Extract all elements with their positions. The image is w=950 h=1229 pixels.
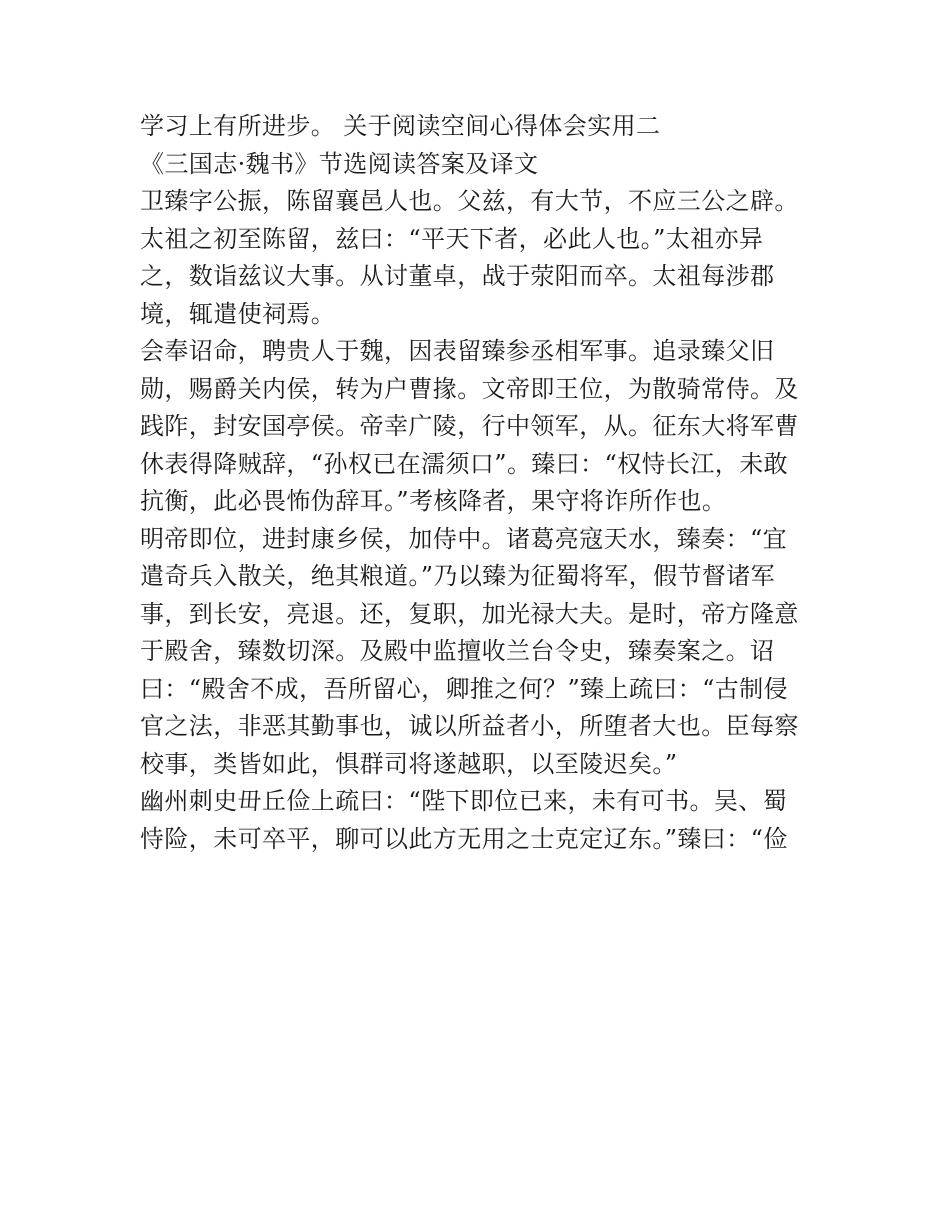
text-line: 抗衡，此必畏怖伪辞耳。”考核降者，果守将诈所作也。	[140, 487, 727, 515]
text-line: 明帝即位，进封康乡侯，加侍中。诸葛亮寇天水，臻奏：“宜	[140, 524, 788, 553]
text-line: 卫臻字公振，陈留襄邑人也。父兹，有大节，不应三公之辟。	[140, 187, 799, 215]
text-line: 官之法，非恶其勤事也，诚以所益者小，所堕者大也。臣每察	[140, 712, 799, 740]
text-line: 践阼，封安国亭侯。帝幸广陵，行中领军，从。征东大将军曹	[140, 412, 799, 440]
text-line: 太祖之初至陈留，兹曰：“平天下者，必此人也。”太祖亦异	[140, 224, 764, 253]
text-line: 幽州刺史毌丘俭上疏曰：“陛下即位已来，未有可书。吴、蜀	[140, 787, 788, 815]
text-line: 事，到长安，亮退。还，复职，加光禄大夫。是时，帝方隆意	[140, 599, 799, 628]
text-line: 学习上有所进步。 关于阅读空间心得体会实用二	[140, 112, 661, 140]
text-line: 恃险，未可卒平，聊可以此方无用之士克定辽东。”臻曰：“俭	[140, 824, 788, 853]
document-body	[140, 108, 820, 858]
text-line: 曰：“殿舍不成，吾所留心，卿推之何？”臻上疏曰：“古制侵	[140, 674, 789, 703]
section-title: 《三国志·魏书》节选阅读答案及译文	[140, 149, 539, 178]
text-line: 校事，类皆如此，惧群司将遂越职，以至陵迟矣。”	[140, 749, 678, 778]
text-line: 休表得降贼辞，“孙权已在濡须口”。臻曰：“权恃长江，未敢	[140, 449, 789, 478]
text-line: 之，数诣兹议大事。从讨董卓，战于荥阳而卒。太祖每涉郡	[140, 262, 775, 290]
text-line: 于殿舍，臻数切深。及殿中监擅收兰台令史，臻奏案之。诏	[140, 637, 775, 665]
text-line: 会奉诏命，聘贵人于魏，因表留臻参丞相军事。追录臻父旧	[140, 337, 775, 365]
text-line: 遣奇兵入散关，绝其粮道。”乃以臻为征蜀将军，假节督诸军	[140, 562, 776, 590]
text-line: 勋，赐爵关内侯，转为户曹掾。文帝即王位，为散骑常侍。及	[140, 374, 799, 403]
text-line: 境，辄遣使祠焉。	[140, 299, 336, 328]
